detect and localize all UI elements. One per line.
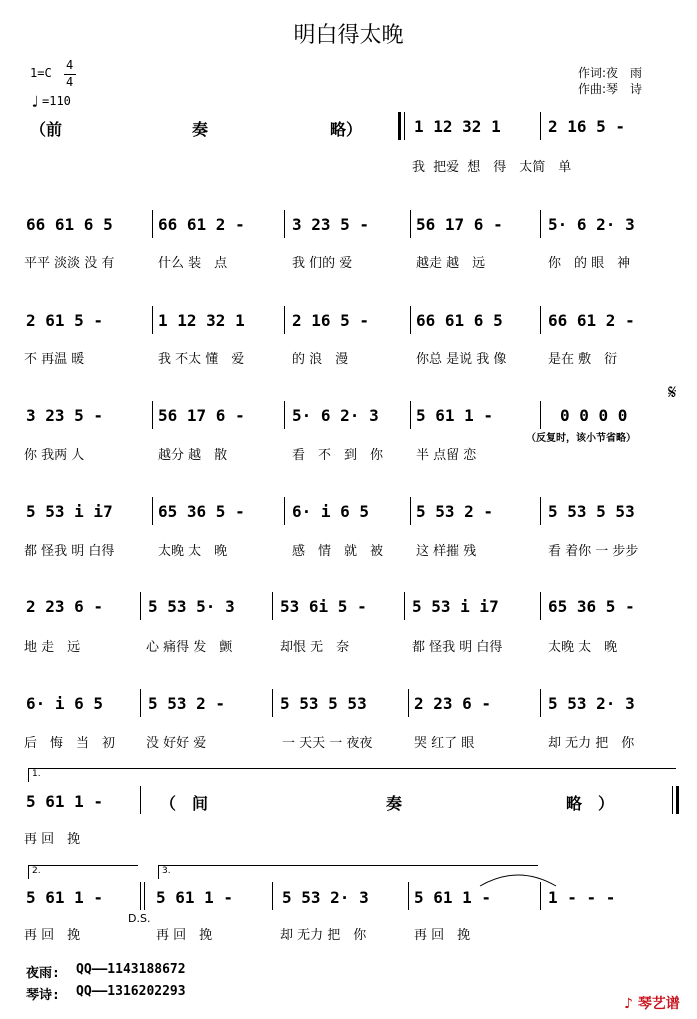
repeat-end-thin — [672, 786, 673, 814]
barline — [284, 401, 285, 429]
lyric: 再 回 挽 — [156, 928, 213, 943]
lyric: 什么 装 点 — [158, 256, 228, 271]
third-ending-bracket — [158, 865, 538, 866]
first-ending-bracket — [28, 768, 676, 769]
repeat-omission-note: （反复时，该小节省略） — [526, 433, 636, 444]
contact-composer-qq: QQ——1316202293 — [76, 984, 186, 999]
measure: 66 61 2 - — [158, 215, 245, 234]
contact-lyricist-name: 夜雨: — [26, 966, 60, 981]
third-ending-label: 3. — [162, 866, 171, 876]
measure: 3 23 5 - — [292, 215, 370, 234]
barline — [140, 786, 141, 814]
measure: 2 61 5 - — [26, 311, 104, 330]
measure: 2 16 5 - — [292, 311, 370, 330]
lyric: 却 无力 把 你 — [280, 928, 367, 943]
measure: 5 53 5· 3 — [148, 597, 235, 616]
third-ending-bracket-start — [158, 865, 159, 879]
barline — [272, 592, 273, 620]
measure: 5 53 2· 3 — [282, 888, 369, 907]
measure: 5 53 5 53 — [548, 502, 635, 521]
second-ending-bracket-start — [28, 865, 29, 879]
measure: 65 36 5 - — [548, 597, 635, 616]
barline — [410, 497, 411, 525]
lyric: 太晚 太 晚 — [548, 640, 618, 655]
lyric: 越走 越 远 — [416, 256, 486, 271]
measure: 5 53 i i7 — [412, 597, 499, 616]
barline — [408, 882, 409, 910]
interlude-middle: 奏 — [386, 794, 403, 813]
lyric: 你 我两 人 — [24, 448, 85, 463]
composer-credit: 作曲:琴 诗 — [578, 82, 643, 96]
lyric: 后 悔 当 初 — [24, 736, 116, 751]
barline — [410, 306, 411, 334]
lyric: 你总 是说 我 像 — [416, 352, 507, 367]
barline — [284, 306, 285, 334]
lyric: 再 回 挽 — [24, 832, 81, 847]
lyric: 心 痛得 发 颤 — [146, 640, 233, 655]
measure: 56 17 6 - — [158, 406, 245, 425]
lyric: 地 走 远 — [24, 640, 81, 655]
barline — [272, 882, 273, 910]
barline — [404, 592, 405, 620]
measure: 5 53 2 - — [148, 694, 226, 713]
lyric: 都 怪我 明 白得 — [412, 640, 503, 655]
barline — [408, 689, 409, 717]
interlude-close: 略 ） — [566, 794, 615, 813]
lyric: 却恨 无 奈 — [280, 640, 350, 655]
intro-open: （前 — [30, 120, 63, 139]
barline — [540, 401, 541, 429]
lyricist-credit: 作词:夜 雨 — [578, 66, 643, 80]
barline — [152, 210, 153, 238]
measure: 66 61 6 5 — [416, 311, 503, 330]
measure: 5· 6 2· 3 — [292, 406, 379, 425]
lyric: 是在 敷 衍 — [548, 352, 618, 367]
measure: 65 36 5 - — [158, 502, 245, 521]
lyric-line: 我 把爱 想 得 太简 单 — [412, 160, 572, 175]
lyric: 看 着你 一 步步 — [548, 544, 639, 559]
lyric: 我 们的 爱 — [292, 256, 353, 271]
second-ending-label: 2. — [32, 866, 41, 876]
lyric: 我 不太 懂 爱 — [158, 352, 245, 367]
measure: 2 16 5 - — [548, 117, 626, 136]
measure: 1 - - - — [548, 888, 616, 907]
first-ending-label: 1. — [32, 769, 41, 779]
measure: 5 53 2 - — [416, 502, 494, 521]
dal-segno-mark: D.S. — [128, 912, 151, 925]
measure: 5 53 2· 3 — [548, 694, 635, 713]
lyric: 却 无力 把 你 — [548, 736, 635, 751]
repeat-end-barline — [676, 786, 679, 814]
measure: 6· i 6 5 — [292, 502, 370, 521]
measure: 66 61 2 - — [548, 311, 635, 330]
measure: 3 23 5 - — [26, 406, 104, 425]
first-ending-bracket-start — [28, 768, 29, 782]
barline — [540, 112, 541, 140]
measure: 6· i 6 5 — [26, 694, 104, 713]
barline — [540, 689, 541, 717]
intro-close: 略） — [330, 120, 363, 139]
lyric: 的 浪 漫 — [292, 352, 349, 367]
repeat-start-barline — [398, 112, 401, 140]
measure: 5 53 5 53 — [280, 694, 367, 713]
barline — [540, 497, 541, 525]
barline — [540, 592, 541, 620]
lyric: 看 不 到 你 — [292, 448, 384, 463]
lyric: 没 好好 爱 — [146, 736, 207, 751]
quarter-note-icon: ♩ — [30, 92, 40, 111]
time-signature-line — [64, 74, 76, 75]
barline — [284, 497, 285, 525]
lyric: 哭 红了 眼 — [414, 736, 475, 751]
measure: 5 61 1 - — [26, 792, 104, 811]
time-signature-numerator: 4 — [66, 58, 74, 72]
site-logo[interactable] — [624, 993, 680, 1013]
measure: 56 17 6 - — [416, 215, 503, 234]
measure: 5 53 i i7 — [26, 502, 113, 521]
contact-composer-name: 琴诗: — [26, 988, 60, 1003]
tempo-marking: =110 — [42, 94, 71, 108]
barline — [140, 882, 141, 910]
lyric: 半 点留 恋 — [416, 448, 477, 463]
lyric: 都 怪我 明 白得 — [24, 544, 115, 559]
barline — [410, 210, 411, 238]
barline — [284, 210, 285, 238]
measure: 5 61 1 - — [414, 888, 492, 907]
measure: 5 61 1 - — [156, 888, 234, 907]
barline — [140, 689, 141, 717]
measure: 66 61 6 5 — [26, 215, 113, 234]
key-signature: 1=C — [30, 66, 52, 80]
logo-icon: ♪ — [624, 996, 633, 1012]
lyric: 再 回 挽 — [414, 928, 471, 943]
barline — [140, 592, 141, 620]
double-barline — [144, 882, 145, 910]
barline — [272, 689, 273, 717]
logo-text: 琴艺谱 — [637, 996, 680, 1012]
measure: 5 61 1 - — [26, 888, 104, 907]
measure: 5 61 1 - — [416, 406, 494, 425]
contact-lyricist-qq: QQ——1143188672 — [76, 962, 186, 977]
lyric: 不 再温 暖 — [24, 352, 85, 367]
measure: 5· 6 2· 3 — [548, 215, 635, 234]
measure: 53 6i 5 - — [280, 597, 367, 616]
lyric: 感 情 就 被 — [292, 544, 384, 559]
interlude-open: （ 间 — [160, 794, 209, 813]
page-title: 明白得太晚 — [293, 23, 404, 48]
barline — [410, 401, 411, 429]
measure: 1 12 32 1 — [158, 311, 245, 330]
lyric: 再 回 挽 — [24, 928, 81, 943]
measure: 0 0 0 0 — [560, 406, 628, 425]
lyric: 这 样摧 残 — [416, 544, 477, 559]
tie-arc — [478, 868, 558, 888]
lyric: 太晚 太 晚 — [158, 544, 228, 559]
barline — [152, 306, 153, 334]
lyric: 越分 越 散 — [158, 448, 228, 463]
lyric: 平平 淡淡 没 有 — [24, 256, 115, 271]
barline — [152, 401, 153, 429]
repeat-start-thin — [404, 112, 405, 140]
barline — [152, 497, 153, 525]
barline — [540, 210, 541, 238]
measure: 1 12 32 1 — [414, 117, 501, 136]
measure: 2 23 6 - — [26, 597, 104, 616]
time-signature-denominator: 4 — [66, 75, 74, 89]
lyric: 一 天天 一 夜夜 — [282, 736, 373, 751]
intro-middle: 奏 — [192, 120, 209, 139]
lyric: 你 的 眼 神 — [548, 256, 631, 271]
segno-icon: 𝄋 — [668, 380, 677, 404]
barline — [540, 306, 541, 334]
second-ending-bracket — [28, 865, 138, 866]
measure: 2 23 6 - — [414, 694, 492, 713]
